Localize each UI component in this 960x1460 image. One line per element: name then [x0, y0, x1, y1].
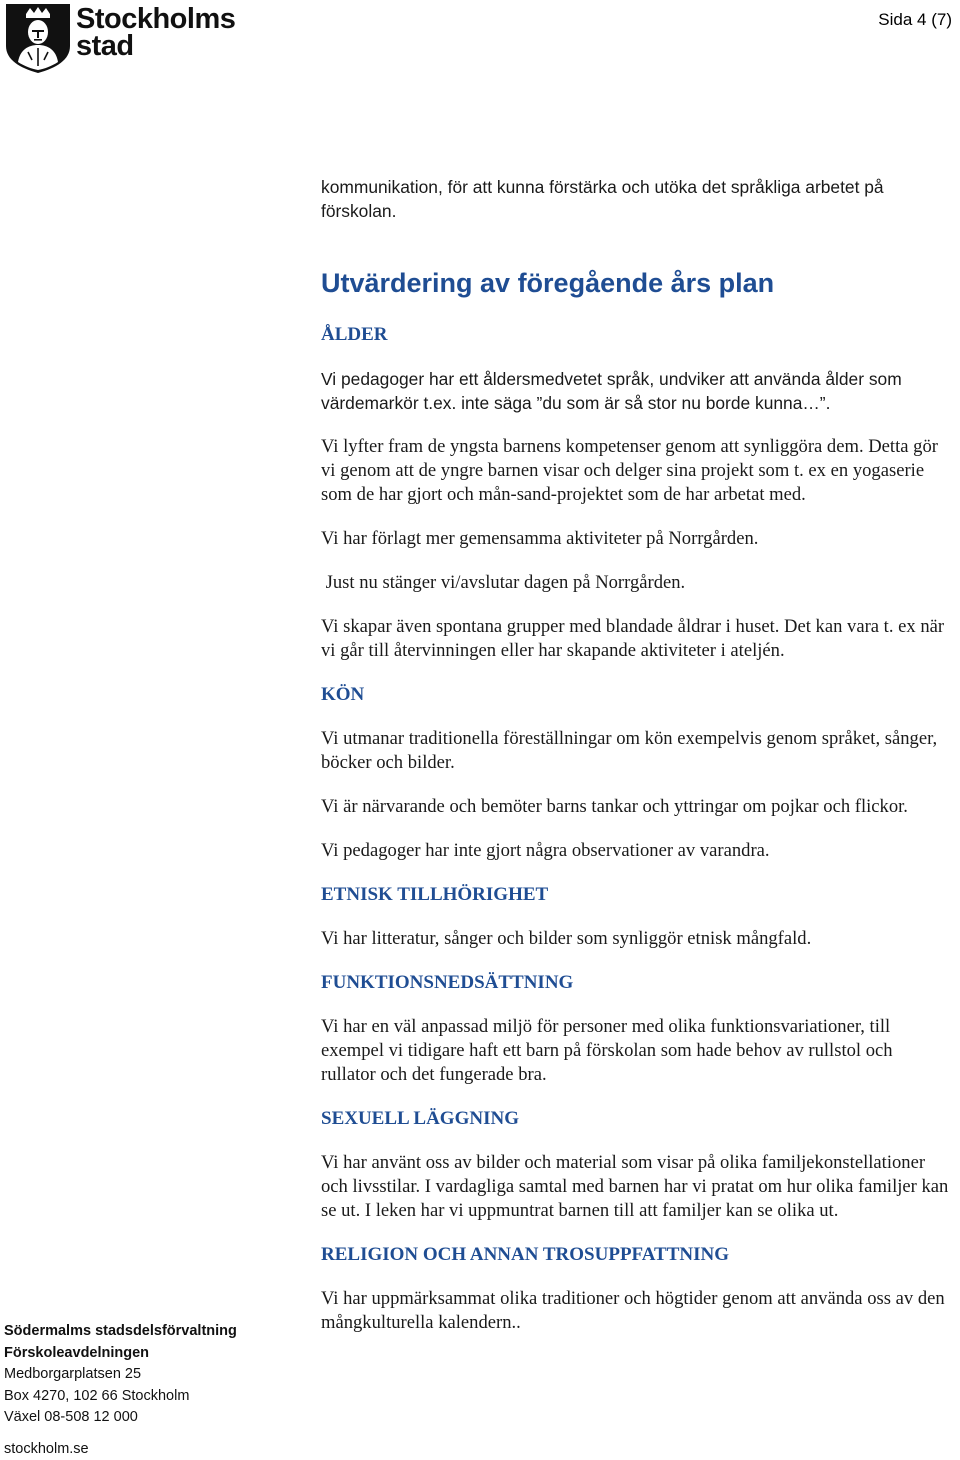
sexuell-paragraph-1: Vi har använt oss av bilder och material som visar på olika familjekonstellationer och livsstilar. I vardagliga samtal med barnen har vi pratat om hur olika familjer kan se ut. I leken har vi uppmuntrat barnen till att familjer kan se olika ut. — [321, 1151, 951, 1223]
footer-dept: Förskoleavdelningen — [4, 1343, 304, 1365]
page-number: Sida 4 (7) — [878, 10, 952, 30]
kon-paragraph-3: Vi pedagoger har inte gjort några observationer av varandra. — [321, 839, 951, 863]
alder-paragraph-5: Vi skapar även spontana grupper med blandade åldrar i huset. Det kan vara t. ex när vi går till återvinningen eller har skapande aktiviteter i ateljén. — [321, 615, 951, 663]
alder-paragraph-2: Vi lyfter fram de yngsta barnens kompetenser genom att synliggöra dem. Detta gör vi genom att de yngre barnen visar och delger sina projekt som t. ex en yogaserie som de har gjort och mån-sand-projektet som de har arbetat med. — [321, 435, 951, 507]
footer-street: Medborgarplatsen 25 — [4, 1364, 304, 1386]
heading-sexuell: SEXUELL LÄGGNING — [321, 1107, 951, 1131]
footer-web[interactable]: stockholm.se — [4, 1439, 304, 1460]
kon-paragraph-1: Vi utmanar traditionella föreställningar om kön exempelvis genom språket, sånger, böcker och bilder. — [321, 727, 951, 775]
kon-paragraph-2: Vi är närvarande och bemöter barns tankar och yttringar om pojkar och flickor. — [321, 795, 951, 819]
footer-phone: Växel 08-508 12 000 — [4, 1407, 304, 1429]
stockholms-stad-logo — [4, 2, 234, 74]
alder-paragraph-3: Vi har förlagt mer gemensamma aktiviteter på Norrgården. — [321, 527, 951, 551]
alder-paragraph-1: Vi pedagoger har ett åldersmedvetet språk, undviker att använda ålder som värdemarkör t.ex. inte säga ”du som är så stor nu borde kunna…”. — [321, 367, 951, 415]
heading-kon: KÖN — [321, 683, 951, 707]
footer-address — [4, 1321, 304, 1460]
section-title: Utvärdering av föregående års plan — [321, 267, 951, 299]
heading-alder: ÅLDER — [321, 323, 951, 347]
heading-funktion: FUNKTIONSNEDSÄTTNING — [321, 971, 951, 995]
logo-line-2: stad — [76, 33, 235, 60]
footer-org: Södermalms stadsdelsförvaltning — [4, 1321, 304, 1343]
logo-wordmark — [76, 6, 235, 60]
funktion-paragraph-1: Vi har en väl anpassad miljö för personer med olika funktionsvariationer, till exempel vi tidigare haft ett barn på förskolan som hade behov av rullstol och rullator och det fungerade bra. — [321, 1015, 951, 1087]
footer-box: Box 4270, 102 66 Stockholm — [4, 1386, 304, 1408]
etnisk-paragraph-1: Vi har litteratur, sånger och bilder som synliggör etnisk mångfald. — [321, 927, 951, 951]
document-body — [321, 175, 951, 1335]
intro-paragraph: kommunikation, för att kunna förstärka och utöka det språkliga arbetet på förskolan. — [321, 175, 951, 223]
city-crest-icon — [4, 2, 72, 74]
logo-line-1: Stockholms — [76, 6, 235, 33]
alder-paragraph-4: Just nu stänger vi/avslutar dagen på Norrgården. — [321, 571, 951, 595]
heading-religion: RELIGION OCH ANNAN TROSUPPFATTNING — [321, 1243, 951, 1267]
heading-etnisk: ETNISK TILLHÖRIGHET — [321, 883, 951, 907]
religion-paragraph-1: Vi har uppmärksammat olika traditioner och högtider genom att använda oss av den mångkulturella kalendern.. — [321, 1287, 951, 1335]
